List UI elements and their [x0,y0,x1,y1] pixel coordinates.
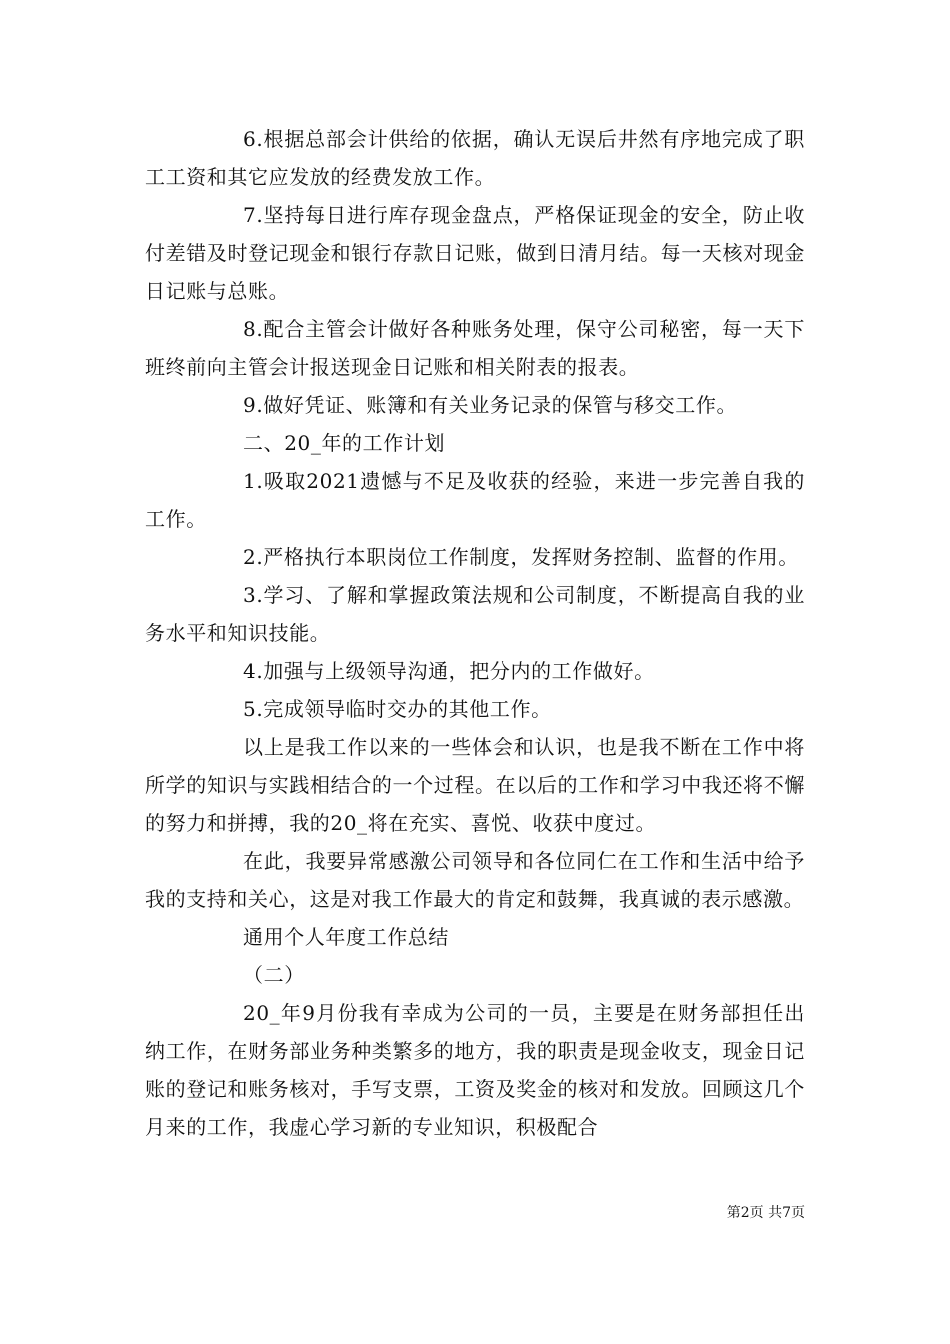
paragraph-item-7: 7.坚持每日进行库存现金盘点，严格保证现金的安全，防止收付差错及时登记现金和银行存款日记账，做到日清月结。每一天核对现金日记账与总账。 [145,203,805,303]
plan-item-1: 1.吸取2021遗憾与不足及收获的经验，来进一步完善自我的工作。 [145,469,805,531]
thanks-paragraph: 在此，我要异常感激公司领导和各位同仁在工作和生活中给予我的支持和关心，这是对我工作最大的肯定和鼓舞，我真诚的表示感激。 [145,849,805,911]
paragraph-item-9: 9.做好凭证、账簿和有关业务记录的保管与移交工作。 [243,393,738,417]
paragraph-item-8: 8.配合主管会计做好各种账务处理，保守公司秘密，每一天下班终前向主管会计报送现金日记账和相关附表的报表。 [145,317,805,379]
plan-item-4: 4.加强与上级领导沟通，把分内的工作做好。 [243,659,655,683]
section-number: （二） [243,963,305,987]
plan-item-5: 5.完成领导临时交办的其他工作。 [243,697,552,721]
page-number-footer: 第2页 共7页 [726,1205,805,1221]
plan-item-3: 3.学习、了解和掌握政策法规和公司制度，不断提高自我的业务水平和知识技能。 [145,583,805,645]
intro-paragraph: 20_年9月份我有幸成为公司的一员，主要是在财务部担任出纳工作，在财务部业务种类繁多的地方，我的职责是现金收支，现金日记账的登记和账务核对，手写支票，工资及奖金的核对和发放。回顾这几个月来的工作，我虚心学习新的专业知识，积极配合 [145,1001,805,1139]
paragraph-item-6: 6.根据总部会计供给的依据，确认无误后井然有序地完成了职工工资和其它应发放的经费发放工作。 [145,127,805,189]
section-heading-work-plan: 二、20_年的工作计划 [243,431,446,455]
summary-paragraph: 以上是我工作以来的一些体会和认识，也是我不断在工作中将所学的知识与实践相结合的一个过程。在以后的工作和学习中我还将不懈的努力和拼搏，我的20_将在充实、喜悦、收获中度过。 [145,735,805,835]
document-subtitle: 通用个人年度工作总结 [243,925,449,949]
plan-item-2: 2.严格执行本职岗位工作制度，发挥财务控制、监督的作用。 [243,545,799,569]
document-body [145,120,805,1146]
